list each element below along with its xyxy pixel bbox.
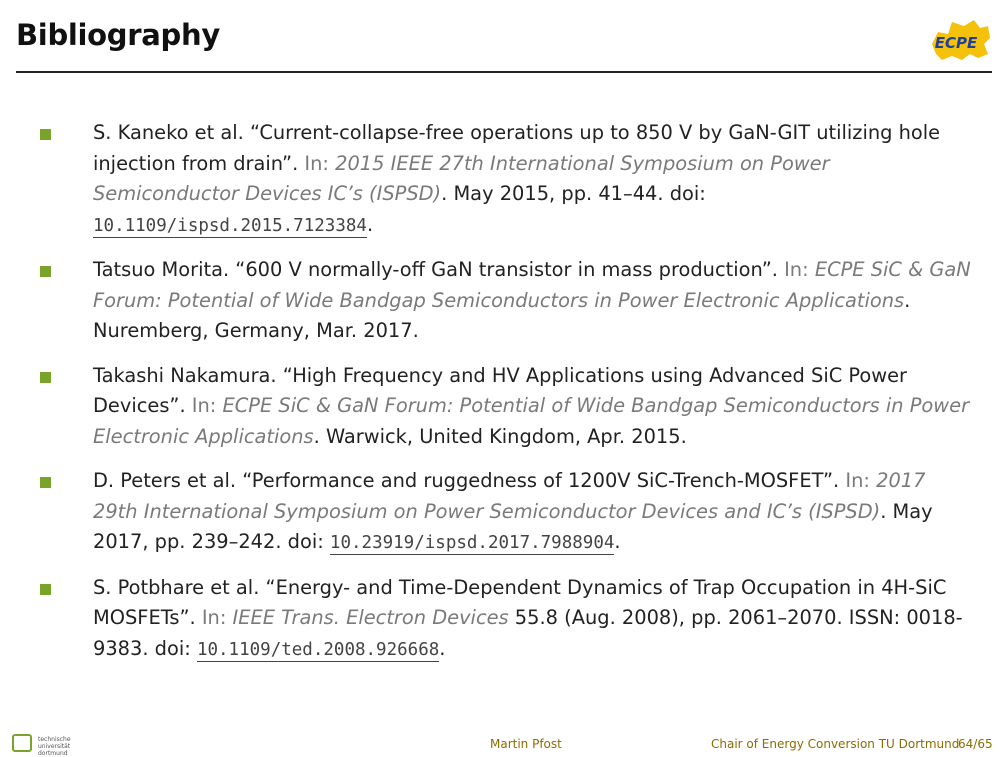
page-title: Bibliography — [16, 18, 220, 52]
reference-doi-link[interactable]: 10.23919/ispsd.2017.7988904 — [329, 533, 615, 553]
reference-authors-title: Takashi Nakamura. “High Frequency and HV Applications using Advanced SiC Power Devices”. — [93, 363, 908, 417]
tu-logo-icon — [12, 734, 32, 752]
reference-in-label: In: — [191, 394, 223, 417]
reference-list — [36, 118, 976, 679]
reference-end: . — [439, 636, 446, 660]
title-divider — [16, 71, 992, 73]
reference-authors-title: S. Kaneko et al. “Current-collapse-free operations up to 850 V by GaN-GIT utilizing hole injection from drain”. — [93, 121, 941, 175]
tu-logo-text: technische universität dortmund — [38, 736, 71, 757]
reference-in-label: In: — [304, 151, 336, 175]
reference-item — [36, 466, 976, 559]
ecpe-logo — [924, 14, 994, 66]
reference-item — [36, 118, 976, 241]
reference-in-label: In: — [201, 606, 233, 629]
reference-doi-link[interactable]: 10.1109/ted.2008.926668 — [196, 639, 440, 660]
bullet-icon — [40, 266, 51, 277]
reference-item — [36, 573, 976, 666]
reference-venue: IEEE Trans. Electron Devices — [232, 606, 509, 629]
reference-venue: 2017 29th International Symposium on Power Semiconductor Devices and IC’s (ISPSD) — [93, 469, 926, 523]
reference-item — [36, 361, 976, 453]
reference-item — [36, 255, 976, 347]
reference-details: 55.8 (Aug. 2008), pp. 2061–2070. ISSN: 0018-9383. doi: — [93, 606, 963, 660]
reference-authors-title: S. Potbhare et al. “Energy- and Time-Dependent Dynamics of Trap Occupation in 4H-SiC MOSFETs”. — [93, 575, 947, 629]
bullet-icon — [40, 129, 51, 140]
footer-author: Martin Pfost — [490, 737, 562, 751]
reference-authors-title: Tatsuo Morita. “600 V normally-off GaN transistor in mass production”. — [93, 258, 785, 281]
reference-end: . — [614, 530, 621, 553]
reference-in-label: In: — [784, 258, 815, 281]
reference-details: . Warwick, United Kingdom, Apr. 2015. — [313, 424, 687, 448]
footer-chair: Chair of Energy Conversion TU Dortmund — [711, 737, 960, 751]
reference-end: . — [366, 212, 374, 236]
reference-authors-title: D. Peters et al. “Performance and ruggedness of 1200V SiC-Trench-MOSFET”. — [93, 469, 846, 492]
bullet-icon — [40, 477, 51, 488]
reference-venue: ECPE SiC & GaN Forum: Potential of Wide Bandgap Semiconductors in Power Electronic Applications — [93, 258, 971, 312]
reference-venue: 2015 IEEE 27th International Symposium on Power Semiconductor Devices IC’s (ISPSD) — [93, 151, 830, 205]
page-number: 64/65 — [958, 737, 993, 751]
reference-details: . May 2017, pp. 239–242. doi: — [93, 499, 933, 553]
reference-doi-link[interactable]: 10.1109/ispsd.2015.7123384 — [93, 215, 367, 236]
bullet-icon — [40, 372, 51, 383]
bullet-icon — [40, 584, 51, 595]
reference-details: . Nuremberg, Germany, Mar. 2017. — [93, 288, 911, 342]
reference-in-label: In: — [845, 469, 877, 492]
svg-text:ECPE: ECPE — [934, 34, 978, 52]
reference-venue: ECPE SiC & GaN Forum: Potential of Wide Bandgap Semiconductors in Power Electronic Applications — [93, 394, 970, 448]
slide-footer — [0, 730, 1008, 756]
tu-dortmund-logo — [8, 734, 88, 757]
reference-details: . May 2015, pp. 41–44. doi: — [441, 182, 706, 205]
